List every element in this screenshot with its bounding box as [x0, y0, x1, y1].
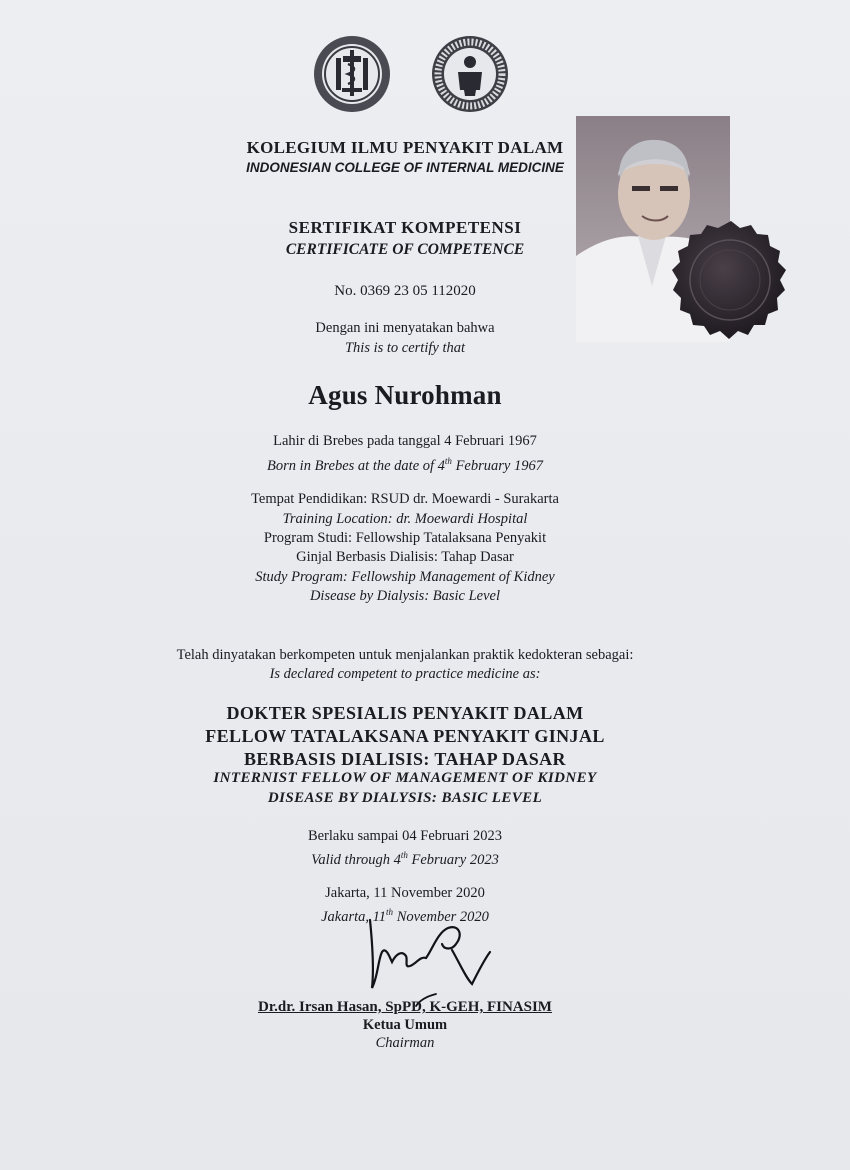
- validity-en: Valid through 4th February 2023: [311, 850, 499, 868]
- competence-title-en-1: INTERNIST FELLOW OF MANAGEMENT OF KIDNEY: [213, 770, 597, 786]
- issue-place-date-en: Jakarta, 11th November 2020: [321, 907, 489, 925]
- declaration: Telah dinyatakan berkompeten untuk menjalankan praktik kedokteran sebagai:: [176, 647, 634, 663]
- perhimpunan-logo-icon: [430, 34, 510, 114]
- birth-line-en: Born in Brebes at the date of 4th February 1967: [267, 456, 543, 474]
- validity: Berlaku sampai 04 Februari 2023: [307, 828, 503, 844]
- certificate-title: SERTIFIKAT KOMPETENSI: [288, 218, 522, 237]
- signer-role: Ketua Umum: [362, 1017, 448, 1033]
- birth-line: Lahir di Brebes pada tanggal 4 Februari 1967: [273, 433, 537, 449]
- study-program-1: Program Studi: Fellowship Tatalaksana Penyakit: [263, 530, 547, 546]
- study-program-en-2: Disease by Dialysis: Basic Level: [309, 588, 501, 604]
- training-location: Tempat Pendidikan: RSUD dr. Moewardi - Surakarta: [251, 491, 559, 507]
- competence-title-en-2: DISEASE BY DIALYSIS: BASIC LEVEL: [267, 790, 543, 806]
- statement-en: This is to certify that: [344, 340, 466, 356]
- recipient-name: Agus Nurohman: [308, 380, 502, 410]
- kolegium-logo-icon: [312, 34, 392, 114]
- statement: Dengan ini menyatakan bahwa: [315, 320, 495, 336]
- signer-name: Dr.dr. Irsan Hasan, SpPD, K-GEH, FINASIM: [258, 999, 552, 1015]
- certificate-number: No. 0369 23 05 112020: [334, 283, 476, 299]
- training-location-en: Training Location: dr. Moewardi Hospital: [282, 511, 528, 527]
- declaration-en: Is declared competent to practice medicine as:: [269, 666, 541, 682]
- competence-title-2: FELLOW TATALAKSANA PENYAKIT GINJAL: [205, 726, 605, 746]
- college-name: KOLEGIUM ILMU PENYAKIT DALAM: [246, 138, 564, 157]
- certificate-title-en: CERTIFICATE OF COMPETENCE: [285, 241, 525, 258]
- signer-role-en: Chairman: [375, 1035, 435, 1051]
- issue-place-date: Jakarta, 11 November 2020: [325, 885, 485, 901]
- college-name-en: INDONESIAN COLLEGE OF INTERNAL MEDICINE: [246, 160, 564, 175]
- study-program-en-1: Study Program: Fellowship Management of Kidney: [255, 569, 555, 585]
- signer-block: [0, 999, 810, 1052]
- competence-title-3: BERBASIS DIALISIS: TAHAP DASAR: [244, 749, 566, 769]
- study-program-2: Ginjal Berbasis Dialisis: Tahap Dasar: [296, 549, 514, 565]
- competence-title-1: DOKTER SPESIALIS PENYAKIT DALAM: [226, 703, 584, 723]
